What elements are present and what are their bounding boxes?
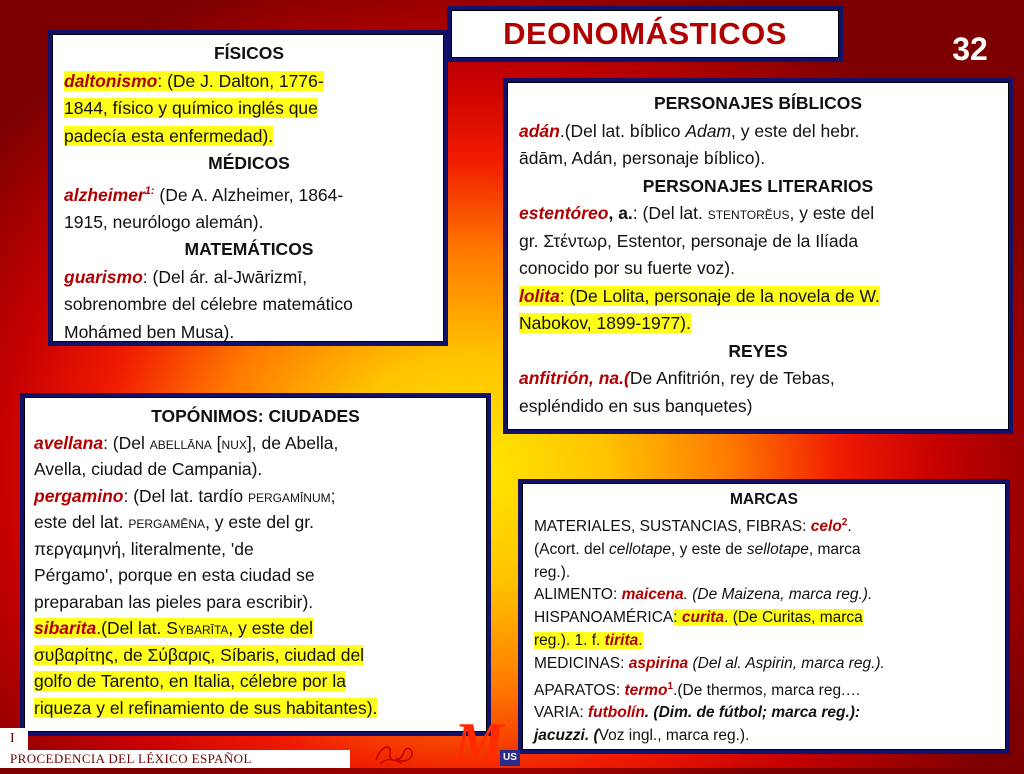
def-line: συβαρίτης, de Σύβαρις, Síbaris, ciudad del [34, 644, 365, 665]
term-avellana: avellana [34, 432, 104, 453]
entry-daltonismo [64, 68, 434, 151]
entry-maicena [534, 584, 994, 607]
def-text: : (Del [103, 432, 150, 453]
def-line: reg.). [534, 563, 571, 581]
def-text: ], de Abella, [246, 432, 339, 453]
def-line: Mohámed ben Musa). [64, 321, 235, 342]
def-text: este del lat. [34, 512, 129, 532]
def-text: , a. [608, 203, 633, 223]
term-aspirina: aspirina [628, 654, 689, 672]
panel-personajes [503, 78, 1013, 434]
def-line: 1844, físico y químico inglés que [64, 98, 318, 118]
def-line: Avella, ciudad de Campania). [34, 459, 263, 479]
def-text: reg.). 1. f. [534, 631, 605, 649]
def-line: preparaban las pieles para escribir). [34, 591, 314, 612]
term-maicena: maicena [621, 586, 684, 604]
def-text: .(De thermos, marca reg.… [673, 681, 861, 699]
category-label: MATERIALES, SUSTANCIAS, FIBRAS: [534, 517, 811, 535]
entry-aspirina [534, 653, 994, 676]
def-text: (Del al. Aspirin, marca reg.). [688, 654, 885, 672]
footer-initial: I [0, 728, 28, 750]
heading-medicos: MÉDICOS [208, 153, 290, 173]
term-curita: curita [681, 609, 725, 627]
def-text: , y este del [228, 618, 314, 638]
def-text: Adam [685, 120, 732, 141]
def-text: abellāna [149, 432, 212, 453]
entry-estentoreo [519, 200, 997, 283]
panel-marcas [518, 479, 1010, 754]
def-text: Voz ingl., marca reg.). [598, 727, 750, 745]
def-text: : [673, 609, 682, 627]
def-text: pergamēna [128, 512, 206, 532]
category-label: ALIMENTO: [534, 586, 622, 604]
entry-sibarita [34, 615, 477, 721]
superscript: 1 [667, 680, 674, 692]
def-text: sellotape [746, 540, 809, 558]
def-text: . (De Curitas, marca [724, 609, 863, 627]
category-label: MEDICINAS: [534, 654, 629, 672]
entry-lolita [519, 283, 997, 338]
term-anfitrion: anfitrión, na.( [519, 368, 630, 388]
term-lolita: lolita [519, 285, 560, 306]
def-text: .(Del lat. bíblico [559, 120, 686, 141]
def-text: . [847, 517, 852, 535]
def-text: , y este del [789, 203, 875, 223]
def-text: ; [330, 485, 336, 506]
def-text: , y este de [671, 540, 747, 558]
def-line: conocido por su fuerte voz). [519, 258, 735, 278]
superscript: 2 [841, 516, 848, 528]
def-line: : (De Lolita, personaje de la novela de W. [559, 285, 880, 306]
def-line: gr. Στέντωρ, Estentor, personaje de la Ilíada [519, 230, 859, 251]
def-line: περγαμηνή, literalmente, 'de [34, 538, 254, 559]
flourish-icon [372, 740, 416, 768]
term-celo: celo [810, 517, 842, 535]
entry-alzheimer [64, 178, 434, 237]
term-tirita: tirita [604, 631, 639, 649]
def-line: : (Del ár. al-Jwārizmī, [142, 266, 308, 287]
term-jacuzzi: jacuzzi [534, 727, 585, 745]
entry-termo [534, 676, 994, 703]
def-text: nux [221, 432, 247, 453]
def-text: stentorĕus [707, 203, 790, 223]
logo-badge: US [500, 750, 520, 766]
def-line: padecía esta enfermedad). [64, 125, 274, 146]
heading-literarios: PERSONAJES LITERARIOS [642, 175, 874, 196]
def-text: , y este del hebr. [731, 120, 860, 141]
def-text: .(Del lat. S [96, 618, 178, 638]
def-text: , y este del gr. [205, 512, 315, 532]
def-line: Nabokov, 1899-1977). [519, 313, 691, 333]
title-box [447, 6, 843, 62]
panel-toponimos [20, 393, 491, 736]
logo-mark: M [454, 712, 500, 774]
term-pergamino: pergamino [34, 485, 124, 506]
def-text: : (Del lat. tardío [123, 485, 248, 506]
entry-adan [519, 118, 997, 173]
heading-reyes: REYES [728, 340, 788, 361]
heading-fisicos: FÍSICOS [213, 43, 284, 63]
heading-matematicos: MATEMÁTICOS [184, 239, 314, 260]
category-label: VARIA: [534, 704, 588, 722]
def-line: 1915, neurólogo alemán). [64, 211, 264, 232]
term-guarismo: guarismo [64, 266, 143, 287]
def-text: ybarīta [177, 618, 229, 638]
def-line: De Anfitrión, rey de Tebas, [629, 368, 835, 388]
term-adan: adán [519, 120, 560, 141]
panel-fisicos [48, 30, 448, 346]
term-termo: termo [624, 681, 668, 699]
def-line: golfo de Tarento, en Italia, célebre por la [34, 671, 346, 691]
heading-marcas: MARCAS [729, 491, 799, 508]
def-line: riqueza y el refinamiento de sus habitantes). [34, 697, 378, 718]
def-text: cellotape [608, 540, 671, 558]
category-label: APARATOS: [534, 681, 625, 699]
def-text: , marca [808, 540, 861, 558]
def-text: pergamīnum [247, 485, 331, 506]
term-daltonismo: daltonismo [64, 70, 158, 91]
heading-biblicos: PERSONAJES BÍBLICOS [653, 93, 863, 113]
entry-guarismo [64, 264, 434, 347]
term-sibarita: sibarita [34, 618, 97, 638]
superscript: 1: [144, 184, 155, 197]
entry-curita [534, 607, 994, 653]
def-text: . (De Maizena, marca reg.). [683, 586, 873, 604]
def-line: sobrenombre del célebre matemático [64, 294, 353, 315]
category-label: HISPANOAMÉRICA [534, 609, 674, 627]
footer-label: PROCEDENCIA DEL LÉXICO ESPAÑOL [0, 750, 350, 768]
def-text: . [638, 631, 643, 649]
def-text: : (Del lat. [632, 203, 708, 223]
term-alzheimer: alzheimer [64, 184, 145, 205]
entry-anfitrion [519, 365, 997, 420]
entry-pergamino [34, 483, 477, 616]
def-line: espléndido en sus banquetes) [519, 395, 753, 416]
def-text: (Acort. del [534, 540, 609, 558]
def-line: (De A. Alzheimer, 1864- [154, 184, 344, 205]
heading-toponimos: TOPÓNIMOS: CIUDADES [151, 406, 360, 426]
term-estentoreo: estentóreo [519, 203, 609, 223]
page-title: DEONOMÁSTICOS [503, 16, 787, 51]
def-text: . ( [584, 727, 599, 745]
def-text: [ [211, 432, 222, 453]
term-futbolin: futbolín [587, 704, 645, 722]
def-line: ādām, Adán, personaje bíblico). [519, 148, 766, 168]
def-line: Pérgamo', porque en esta ciudad se [34, 565, 315, 585]
def-line: : (De J. Dalton, 1776- [157, 70, 324, 91]
slide-number: 32 [952, 31, 988, 67]
entry-avellana [34, 430, 477, 483]
def-text: . (Dim. de fútbol; marca reg.): [644, 704, 861, 722]
entry-celo [534, 512, 994, 585]
